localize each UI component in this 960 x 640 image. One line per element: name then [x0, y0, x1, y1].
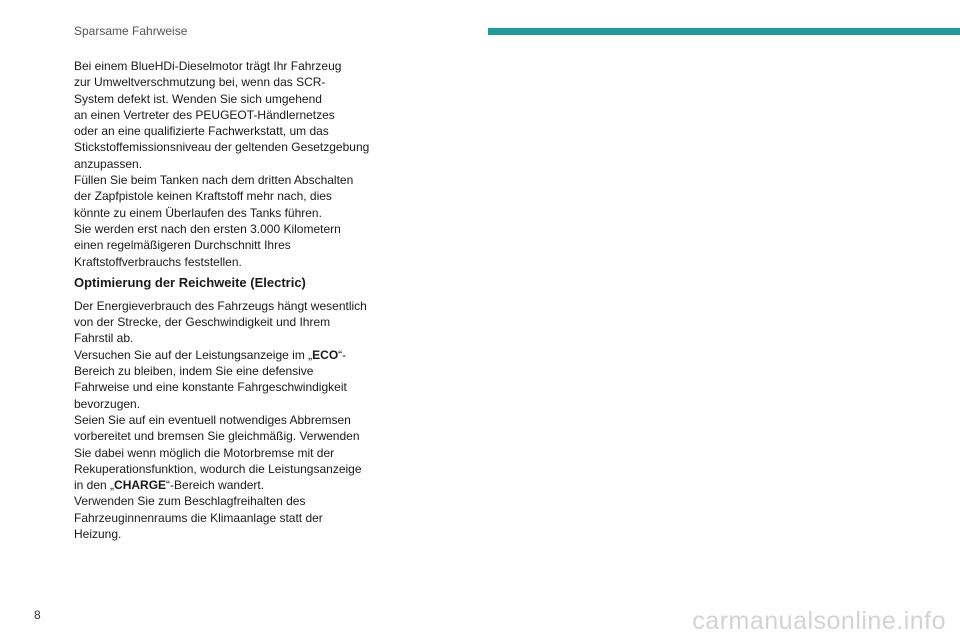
text-fragment: “- [338, 347, 347, 362]
text-line: Fahrstil ab. [74, 331, 134, 346]
page-number: 8 [34, 608, 41, 622]
text-line: einen regelmäßigeren Durchschnitt Ihres [74, 238, 291, 253]
watermark: carmanualsonline.info [692, 607, 946, 635]
text-line: Füllen Sie beim Tanken nach dem dritten Abschalten [74, 173, 354, 188]
running-head: Sparsame Fahrweise [74, 24, 188, 38]
text-line: Bei einem BlueHDi-Dieselmotor trägt Ihr Fahrzeug [74, 59, 342, 73]
text-line-eco [74, 347, 374, 363]
text-line: von der Strecke, der Geschwindigkeit und Ihrem [74, 315, 331, 330]
paragraph-fuel [74, 58, 374, 270]
text-line: der Zapfpistole keinen Kraftstoff mehr nach, dies [74, 189, 332, 204]
text-line: oder an eine qualifizierte Fachwerkstatt, um das [74, 124, 329, 139]
text-line: Kraftstoffverbrauchs feststellen. [74, 254, 242, 269]
eco-keyword: ECO [312, 347, 339, 362]
text-line: Sie dabei wenn möglich die Motorbremse mit der [74, 445, 335, 460]
text-line: Stickstoffemissionsniveau der geltenden Gesetzgebung [74, 140, 370, 155]
text-line: Sie werden erst nach den ersten 3.000 Kilometern [74, 221, 341, 236]
text-line-charge [74, 477, 374, 493]
text-column [74, 58, 374, 542]
text-line: Fahrweise und eine konstante Fahrgeschwindigkeit [74, 380, 347, 395]
text-line: Der Energieverbrauch des Fahrzeugs hängt wesentlich [74, 298, 367, 313]
text-line: bevorzugen. [74, 396, 141, 411]
text-line: Seien Sie auf ein eventuell notwendiges Abbremsen [74, 412, 351, 427]
text-fragment: in den „ [74, 478, 115, 493]
text-line: könnte zu einem Überlaufen des Tanks führen. [74, 205, 322, 220]
text-line: Heizung. [74, 527, 122, 542]
text-line: vorbereitet und bremsen Sie gleichmäßig. Verwenden [74, 429, 360, 444]
section-heading: Optimierung der Reichweite (Electric) [74, 274, 306, 290]
text-fragment: “-Bereich wandert. [166, 478, 265, 493]
accent-bar [488, 28, 960, 35]
text-line: anzupassen. [74, 156, 143, 171]
charge-keyword: CHARGE [114, 478, 167, 493]
text-line: an einen Vertreter des PEUGEOT-Händlernetzes [74, 107, 335, 122]
text-fragment: Versuchen Sie auf der Leistungsanzeige im „ [74, 347, 313, 362]
text-line: zur Umweltverschmutzung bei, wenn das SCR- [74, 75, 326, 90]
text-line: Rekuperationsfunktion, wodurch die Leistungsanzeige [74, 461, 362, 476]
text-line: Bereich zu bleiben, indem Sie eine defensive [74, 364, 314, 379]
text-line: Fahrzeuginnenraums die Klimaanlage statt der [74, 510, 323, 525]
text-line: Verwenden Sie zum Beschlagfreihalten des [74, 494, 306, 509]
paragraph-electric [74, 298, 374, 542]
text-line: System defekt ist. Wenden Sie sich umgehend [74, 91, 322, 106]
